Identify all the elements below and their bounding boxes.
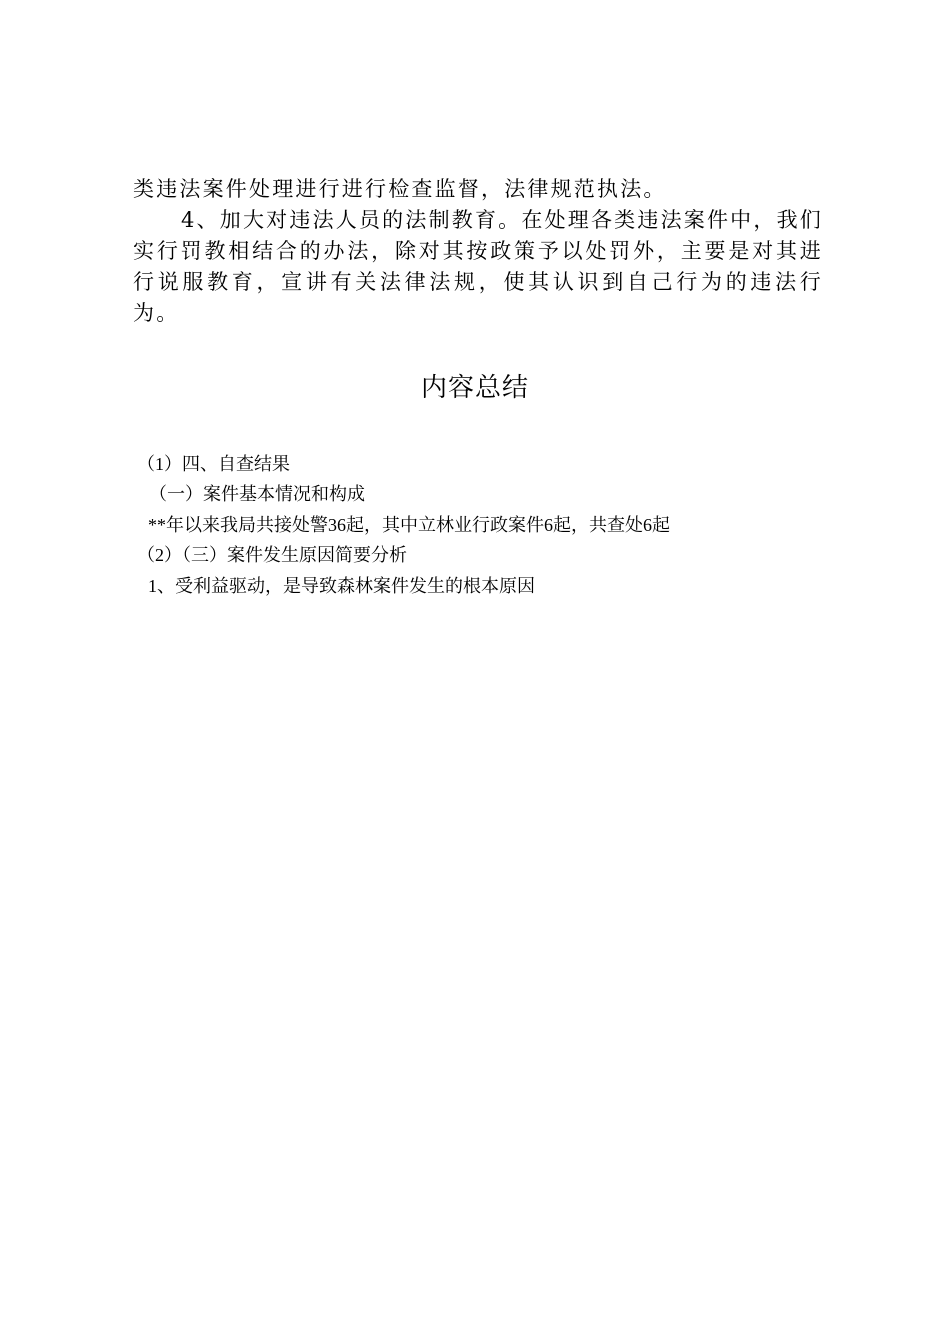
summary-line-5: 1、受利益驱动，是导致森林案件发生的根本原因 [148, 576, 535, 596]
summary-line-2: （一）案件基本情况和构成 [149, 484, 365, 504]
summary-line-1: （1）四、自查结果 [137, 454, 290, 474]
body-paragraph-2: 4、加大对违法人员的法制教育。在处理各类违法案件中，我们实行罚教相结合的办法，除对其按政策予以处罚外，主要是对其进行说服教育，宣讲有关法律法规，使其认识到自己行为的违法行为。 [133, 208, 823, 325]
summary-line-3: **年以来我局共接处警36起，其中立林业行政案件6起，共查处6起 [148, 515, 670, 535]
summary-line-4: （2）（三）案件发生原因简要分析 [137, 545, 407, 565]
body-paragraph-1: 类违法案件处理进行进行检查监督，法律规范执法。 [133, 177, 667, 201]
summary-title: 内容总结 [420, 373, 529, 403]
